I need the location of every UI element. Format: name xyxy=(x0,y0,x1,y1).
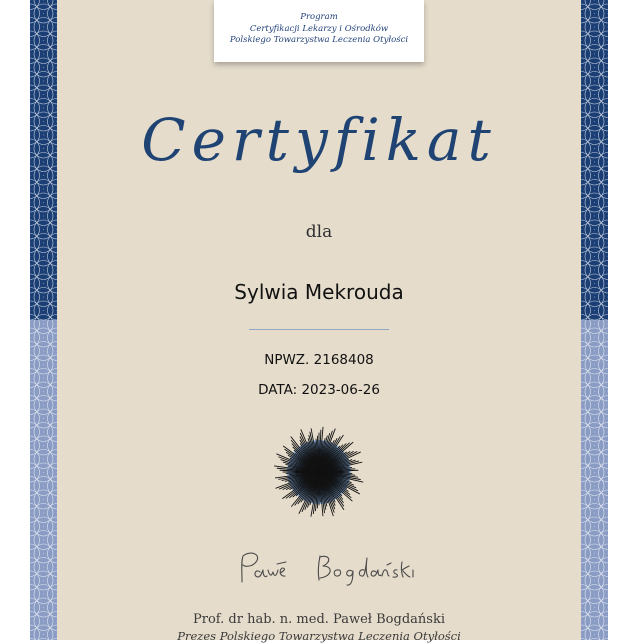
starburst-emblem-icon xyxy=(270,423,368,521)
signatory-name: Prof. dr hab. n. med. Paweł Bogdański xyxy=(193,612,445,627)
divider-line xyxy=(249,329,389,330)
program-header-card xyxy=(214,0,424,62)
certificate-paper xyxy=(57,0,581,643)
program-header-line: Program xyxy=(300,12,338,22)
npwz-number: NPWZ. 2168408 xyxy=(264,352,374,368)
recipient-name: Sylwia Mekrouda xyxy=(234,280,404,304)
for-label: dla xyxy=(305,222,333,242)
handwritten-signature xyxy=(234,548,414,594)
program-header-line: Polskiego Towarzystwa Leczenia Otyłości xyxy=(229,35,409,45)
signatory-role: Prezes Polskiego Towarzystwa Leczenia Otyłości xyxy=(177,629,461,643)
certificate-date: DATA: 2023-06-26 xyxy=(258,382,380,398)
program-header-line: Certyfikacji Lekarzy i Ośrodków xyxy=(249,23,389,34)
right-decorative-border xyxy=(581,0,608,640)
certificate-title: Certyfikat xyxy=(141,106,497,174)
left-decorative-border xyxy=(30,0,57,640)
